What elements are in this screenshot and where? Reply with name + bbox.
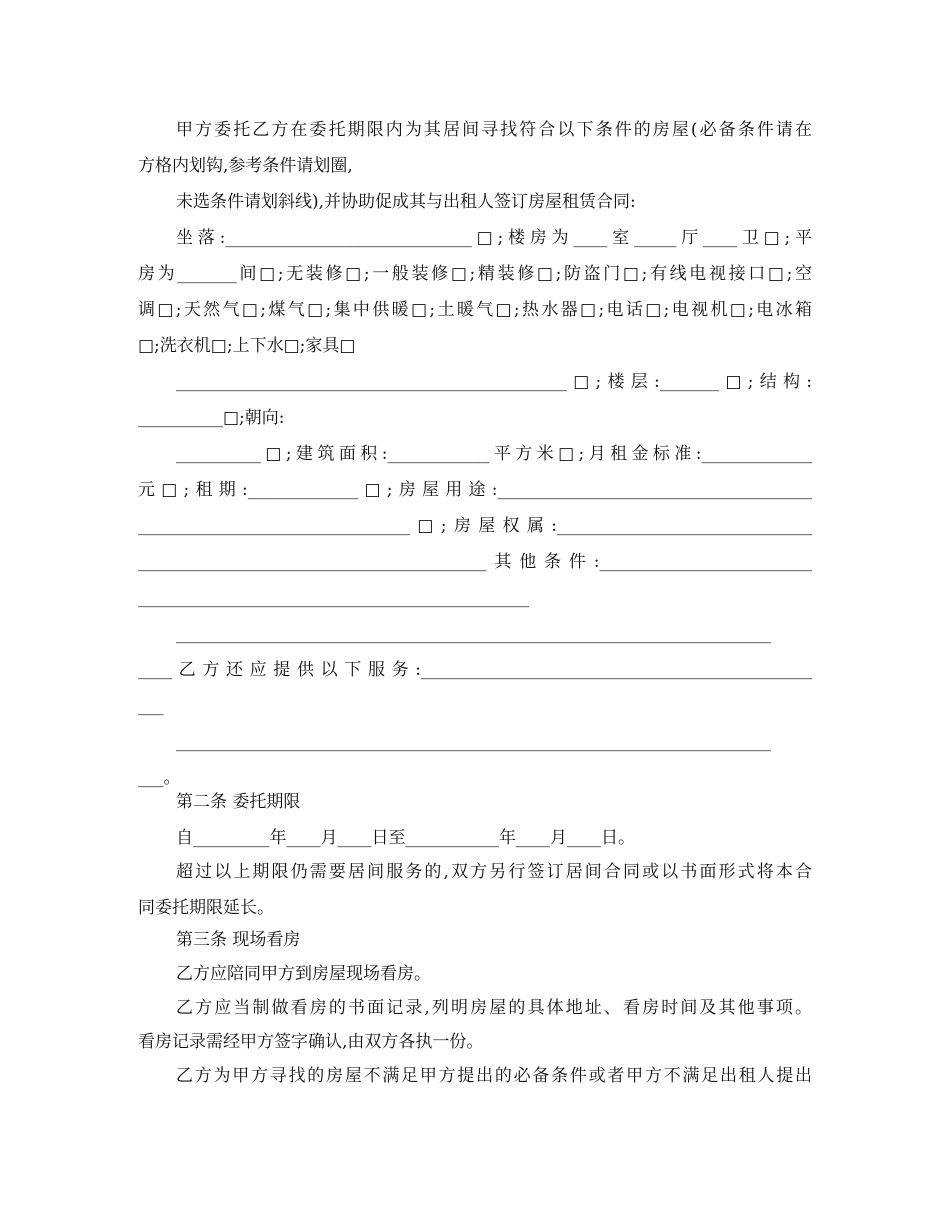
paragraph-line bbox=[138, 580, 558, 616]
text-run: 房为_______间□;无装修□;一般装修□;精装修□;防盗门□;有线电视接口□;空 bbox=[138, 264, 812, 284]
text-run: ___。 bbox=[138, 768, 181, 788]
text-run: ______________________________________________________________________ bbox=[176, 732, 771, 752]
paragraph-line bbox=[176, 112, 812, 148]
text-run: 超过以上期限仍需要居间服务的,双方另行签订居间合同或以书面形式将本合 bbox=[176, 862, 812, 882]
paragraph-line bbox=[138, 890, 812, 926]
text-run: ________________________________□;房屋权属:______________________________ bbox=[138, 516, 812, 536]
text-run: 乙方为甲方寻找的房屋不满足甲方提出的必备条件或者甲方不满足出租人提出 bbox=[176, 1066, 812, 1086]
text-run: 坐落:_____________________________□;楼房为____室_____厅____卫□;平 bbox=[176, 228, 812, 248]
heading-text: 第二条 委托期限 bbox=[176, 792, 301, 812]
text-run: _________________________________________其他条件:_________________________ bbox=[138, 552, 812, 572]
paragraph-line bbox=[176, 220, 812, 256]
text-run: 方格内划钩,参考条件请划圈, bbox=[138, 156, 353, 176]
paragraph-line bbox=[138, 292, 812, 328]
text-run: 同委托期限延长。 bbox=[138, 898, 274, 918]
paragraph-line bbox=[176, 1058, 812, 1094]
paragraph-line bbox=[138, 472, 812, 508]
paragraph-line bbox=[176, 820, 812, 856]
paragraph-line bbox=[176, 956, 812, 992]
text-run: 甲方委托乙方在委托期限内为其居间寻找符合以下条件的房屋(必备条件请在 bbox=[176, 120, 812, 140]
section-heading bbox=[176, 922, 812, 958]
paragraph-line bbox=[176, 616, 812, 652]
text-run: 未选条件请划斜线),并协助促成其与出租人签订房屋租赁合同: bbox=[176, 192, 636, 212]
paragraph-line bbox=[138, 688, 812, 724]
text-run: ______________________________________________□;楼层:_______□;结构: bbox=[176, 372, 812, 392]
paragraph-line bbox=[138, 652, 812, 688]
text-run: 调□;天然气□;煤气□;集中供暖□;土暖气□;热水器□;电话□;电视机□;电冰箱 bbox=[138, 300, 812, 320]
text-run: 自_________年____月____日至___________年____月____日。 bbox=[176, 828, 635, 848]
text-run: 元□;租期:_____________□;房屋用途:_____________________________________ bbox=[138, 480, 812, 500]
text-run: 乙方应当制做看房的书面记录,列明房屋的具体地址、看房时间及其他事项。 bbox=[176, 998, 812, 1018]
paragraph-line bbox=[138, 1024, 812, 1060]
section-heading bbox=[176, 784, 812, 820]
text-run: 乙方应陪同甲方到房屋现场看房。 bbox=[176, 964, 431, 984]
paragraph-line bbox=[138, 400, 812, 436]
paragraph-line bbox=[176, 364, 812, 400]
paragraph-line bbox=[138, 148, 812, 184]
paragraph-line bbox=[138, 256, 812, 292]
text-run: □;洗衣机□;上下水□;家具□ bbox=[138, 336, 356, 356]
text-run: ______________________________________________________________________ bbox=[176, 624, 771, 644]
text-run: 看房记录需经甲方签字确认,由双方各执一份。 bbox=[138, 1032, 484, 1052]
text-run: ___ bbox=[138, 696, 164, 716]
heading-text: 第三条 现场看房 bbox=[176, 930, 301, 950]
paragraph-line bbox=[176, 436, 812, 472]
paragraph-line bbox=[176, 990, 812, 1026]
text-run: __________□;朝向: bbox=[138, 408, 285, 428]
paragraph-line bbox=[138, 328, 812, 364]
paragraph-line bbox=[176, 724, 812, 760]
paragraph-line bbox=[138, 544, 812, 580]
paragraph-line bbox=[176, 854, 812, 890]
text-run: ______________________________________________ bbox=[138, 588, 529, 608]
text-run: __________□;建筑面积:____________平方米□;月租金标准:_____________ bbox=[176, 444, 812, 464]
paragraph-line bbox=[176, 184, 812, 220]
paragraph-line bbox=[138, 508, 812, 544]
text-run: ____乙方还应提供以下服务:______________________________________________ bbox=[138, 660, 812, 680]
